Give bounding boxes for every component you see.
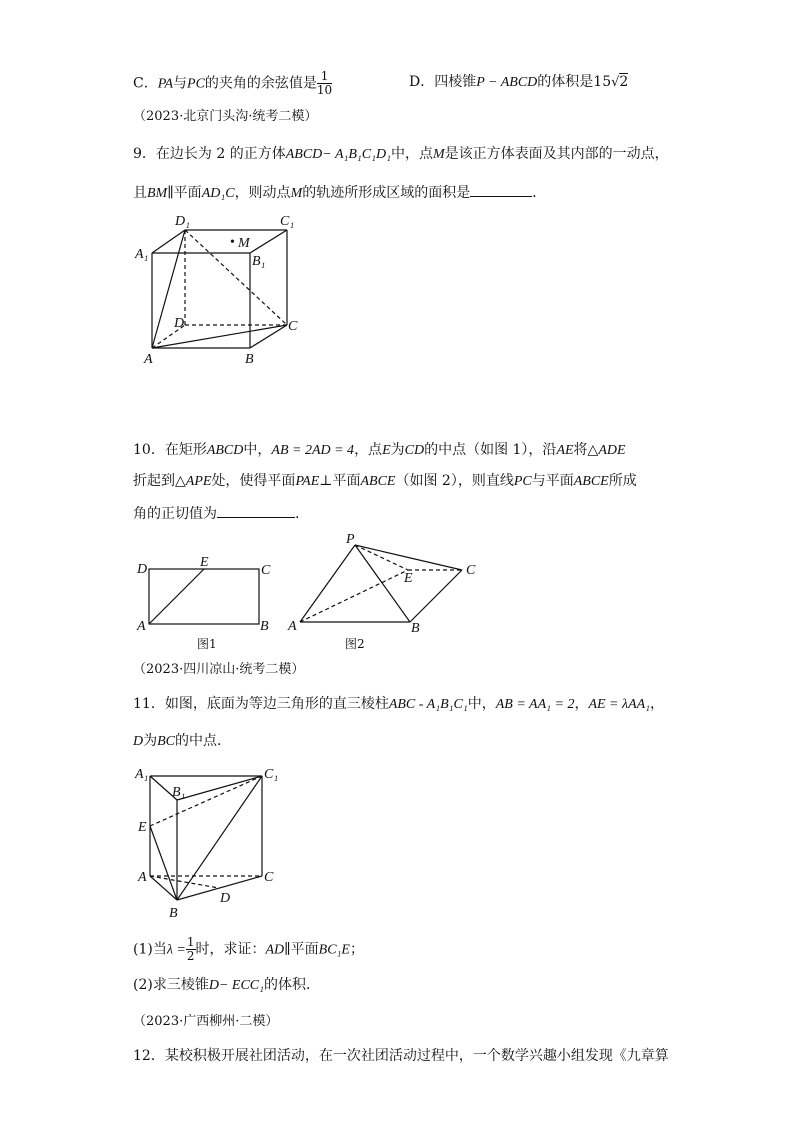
fig2-label-p: P [346, 532, 355, 547]
q11-line-1: 11．如图，底面为等边三角形的直三棱柱ABC - A₁B₁C₁中，AB = AA₁ = 2，AE = λAA₁， [133, 696, 665, 712]
fig2-label-b: B [411, 621, 420, 636]
fig2-label-a: A [288, 619, 297, 634]
edge-bc [410, 570, 462, 622]
fig1-label-b: B [260, 619, 269, 634]
label-a1: A₁ [135, 247, 149, 262]
pyramid-figure [300, 545, 462, 622]
edge-b1c1 [250, 230, 287, 253]
prism-figure [150, 776, 262, 900]
q10-line-2: 折起到△APE处，使得平面PAE⊥平面ABCE（如图 2），则直线PC与平面ABCE所成 [133, 473, 637, 489]
edge-pb [355, 545, 410, 622]
label-b1: B₁ [252, 254, 266, 269]
option-c-letter: C． [133, 75, 158, 92]
edge-b1c1 [177, 776, 262, 800]
prism-label-a1: A₁ [135, 767, 149, 782]
fig2-label-c: C [466, 563, 476, 578]
prism-label-a: A [138, 870, 147, 885]
label-m: M [238, 236, 250, 251]
q10-line-1: 10．在矩形ABCD中，AB = 2AD = 4，点E为CD的中点（如图 1），沿AE将△ADE [133, 442, 626, 458]
edge-eb [150, 826, 177, 900]
prism-label-c1: C₁ [264, 767, 279, 782]
fig1-label-e: E [200, 555, 209, 570]
label-d: D [174, 316, 185, 331]
label-d1: D₁ [175, 214, 190, 229]
edge-d1c [185, 230, 287, 325]
option-c: C．PA与PC的夹角的余弦值是 $\frac{1}{10}$ [133, 69, 333, 97]
source-tag-2: （2023·四川凉山·统考二模） [133, 662, 305, 677]
label-c1: C₁ [280, 214, 295, 229]
fig2-label-e: E [404, 571, 413, 586]
fig1-label-c: C [261, 563, 271, 578]
q11-line-2: D为BC的中点． [133, 733, 232, 749]
fig2-caption: 图2 [345, 637, 365, 651]
fig1-caption: 图1 [197, 637, 217, 651]
fraction-1-2: $\frac{1}{2}$ [186, 935, 195, 963]
q9-line-1: 9．在边长为 2 的正方体ABCD− A₁B₁C₁D₁中，点M是该正方体表面及其内部的一动点， [133, 146, 669, 162]
edge-ac [152, 325, 287, 348]
edge-pe [355, 545, 408, 570]
prism-label-e: E [138, 820, 147, 835]
source-tag-3: （2023·广西柳州·二模） [133, 1014, 279, 1029]
fig1-label-a: A [137, 619, 146, 634]
q10-line-3: 角的正切值为 . [133, 503, 299, 524]
prism-label-b: B [169, 906, 178, 921]
option-d-letter: D． [409, 74, 435, 90]
prism-label-d: D [220, 891, 231, 906]
answer-blank-q10[interactable] [217, 503, 295, 518]
prism-label-c: C [264, 870, 274, 885]
q11-part-1: (1)当λ = $\frac{1}{2}$ 时，求证：AD∥平面BC₁E； [133, 935, 364, 963]
segment-ae [149, 569, 204, 624]
label-b: B [245, 352, 254, 367]
q9-line-2: 且BM∥平面AD₁C，则动点M的轨迹所形成区域的面积是 ． [133, 182, 546, 204]
edge-pa [300, 545, 355, 622]
option-d: D．四棱锥P − ABCD的体积是15√2 [409, 74, 629, 90]
prism-label-b1: B₁ [172, 785, 186, 800]
edge-pc [355, 545, 462, 570]
q11-part-2: (2)求三棱锥D− ECC₁的体积． [133, 977, 320, 993]
point-m-dot: • [230, 235, 235, 250]
q12-line-1: 12．某校积极开展社团活动，在一次社团活动过程中，一个数学兴趣小组发现《九章算 [133, 1048, 669, 1064]
fig1-label-d: D [137, 562, 148, 577]
label-c: C [288, 319, 298, 334]
rectangle-figure [149, 569, 259, 624]
fraction-1-10: $\frac{1}{10}$ [316, 69, 333, 97]
edge-bc1 [177, 776, 262, 900]
rectangle-abcd [149, 569, 259, 624]
label-a: A [144, 352, 153, 367]
edge-ad [150, 876, 219, 888]
source-tag-1: （2023·北京门头沟·统考二模） [133, 109, 318, 124]
